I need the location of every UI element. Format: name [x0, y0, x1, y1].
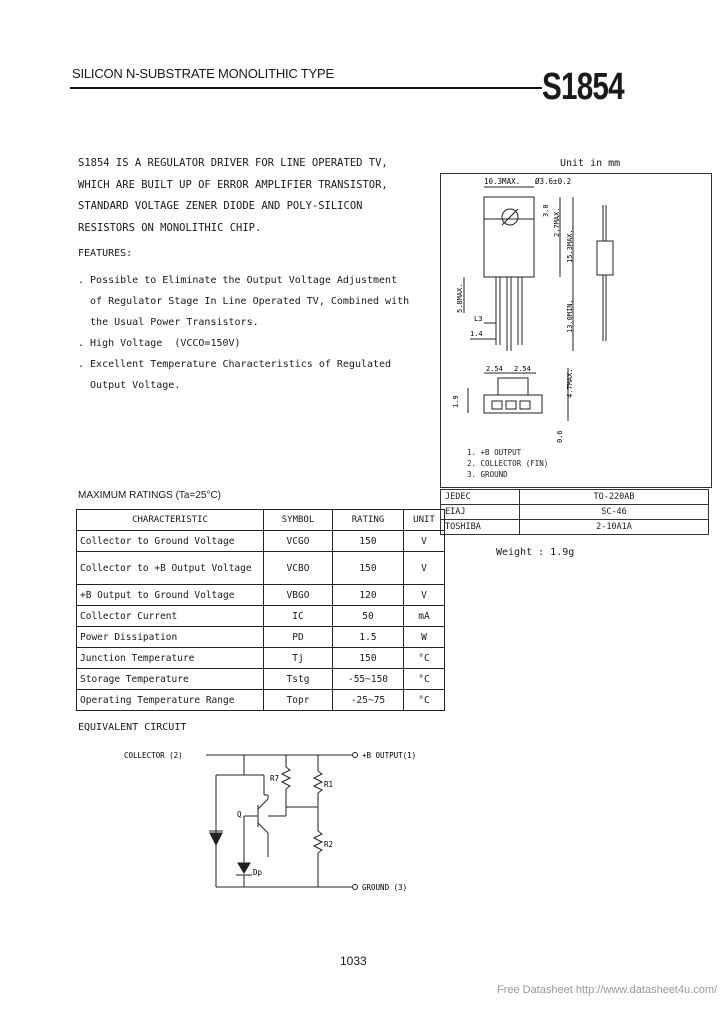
- dim-d2: 2.7MAX.: [553, 207, 561, 237]
- cell-unit: W: [404, 627, 445, 648]
- feature-line: Output Voltage.: [78, 380, 181, 391]
- q-label: Q: [237, 810, 242, 819]
- cell-unit: V: [404, 585, 445, 606]
- std-code: TO-220AB: [520, 490, 709, 505]
- table-row: [77, 690, 445, 711]
- cell-unit: mA: [404, 606, 445, 627]
- cell-rating: 150: [333, 552, 404, 585]
- cell-rating: 120: [333, 585, 404, 606]
- dim-d1: 3.0: [542, 204, 550, 217]
- dim-d9: 1.9: [452, 395, 460, 408]
- cell-symbol: VCBO: [264, 552, 333, 585]
- std-org: TOSHIBA: [441, 520, 520, 535]
- cell-characteristic: Junction Temperature: [77, 648, 264, 669]
- cell-symbol: VCGO: [264, 531, 333, 552]
- cell-characteristic: Collector to +B Output Voltage: [77, 552, 264, 585]
- pin-list: [467, 447, 548, 480]
- cell-unit: °C: [404, 669, 445, 690]
- cell-characteristic: Collector Current: [77, 606, 264, 627]
- feature-line: . High Voltage (VCCO=150V): [78, 338, 241, 349]
- dim-d7: 1.4: [470, 330, 483, 338]
- features-list: [78, 270, 438, 396]
- feature-line: the Usual Power Transistors.: [78, 317, 259, 328]
- std-org: JEDEC: [441, 490, 520, 505]
- table-row: [77, 531, 445, 552]
- cell-unit: V: [404, 552, 445, 585]
- cell-rating: -25~75: [333, 690, 404, 711]
- table-row: [441, 520, 709, 535]
- dim-d8: 4.7MAX.: [566, 368, 574, 398]
- output-terminal: [353, 753, 358, 758]
- circuit-title: EQUIVALENT CIRCUIT: [78, 722, 187, 733]
- col-header: UNIT: [404, 510, 445, 531]
- table-row: [77, 648, 445, 669]
- cell-unit: °C: [404, 690, 445, 711]
- std-org: EIAJ: [441, 505, 520, 520]
- description-line: STANDARD VOLTAGE ZENER DIODE AND POLY-SILICON: [78, 200, 363, 212]
- cell-characteristic: Operating Temperature Range: [77, 690, 264, 711]
- header-type-label: SILICON N-SUBSTRATE MONOLITHIC TYPE: [72, 66, 334, 81]
- cell-symbol: Tj: [264, 648, 333, 669]
- ratings-table: [76, 509, 445, 711]
- table-row: [77, 669, 445, 690]
- cell-rating: 150: [333, 648, 404, 669]
- ground-label: GROUND (3): [362, 883, 408, 892]
- table-row: [441, 505, 709, 520]
- cell-characteristic: Collector to Ground Voltage: [77, 531, 264, 552]
- dim-d4: 5.8MAX.: [456, 283, 464, 313]
- dim-pitch1: 2.54: [486, 365, 503, 373]
- ground-terminal: [353, 885, 358, 890]
- std-code: SC-46: [520, 505, 709, 520]
- col-header: SYMBOL: [264, 510, 333, 531]
- table-row: [77, 627, 445, 648]
- dp-label: Dp: [253, 868, 263, 877]
- package-body: [484, 219, 534, 277]
- col-header: RATING: [333, 510, 404, 531]
- watermark: Free Datasheet http://www.datasheet4u.com/: [497, 984, 718, 996]
- cell-symbol: PD: [264, 627, 333, 648]
- feature-line: . Excellent Temperature Characteristics of Regulated: [78, 359, 392, 370]
- output-label: +B OUTPUT(1): [362, 751, 417, 760]
- collector-label: COLLECTOR (2): [124, 751, 183, 760]
- table-row: [441, 490, 709, 505]
- description: [78, 153, 438, 239]
- dim-width: 10.3MAX.: [484, 177, 521, 186]
- dim-hole: Ø3.6±0.2: [535, 177, 572, 186]
- r7-label: R7: [270, 774, 280, 783]
- pin-label: 2. COLLECTOR (FIN): [467, 459, 549, 468]
- table-row: [77, 606, 445, 627]
- dim-d10: 0.6: [556, 430, 564, 443]
- table-header-row: [77, 510, 445, 531]
- feature-line: . Possible to Eliminate the Output Voltage Adjustment: [78, 275, 398, 286]
- std-code: 2-10A1A: [520, 520, 709, 535]
- package-tab: [484, 197, 534, 219]
- cell-symbol: Tstg: [264, 669, 333, 690]
- header-rule: [70, 87, 542, 89]
- page-number: 1033: [340, 954, 367, 968]
- r2-label: R2: [324, 840, 334, 849]
- package-drawing: [440, 173, 711, 448]
- ratings-title: MAXIMUM RATINGS (Ta=25°C): [78, 490, 221, 501]
- features-title: FEATURES:: [78, 248, 133, 259]
- cell-rating: 150: [333, 531, 404, 552]
- part-number-title: S1854: [542, 66, 624, 108]
- cell-unit: °C: [404, 648, 445, 669]
- dim-d6: L3: [474, 315, 483, 323]
- dim-d5: 13.0MIN.: [566, 299, 574, 333]
- cell-characteristic: Power Dissipation: [77, 627, 264, 648]
- description-line: S1854 IS A REGULATOR DRIVER FOR LINE OPERATED TV,: [78, 157, 388, 169]
- cell-symbol: Topr: [264, 690, 333, 711]
- cell-rating: 1.5: [333, 627, 404, 648]
- package-standards-table: [440, 489, 709, 535]
- cell-rating: -55~150: [333, 669, 404, 690]
- cell-characteristic: +B Output to Ground Voltage: [77, 585, 264, 606]
- table-row: [77, 585, 445, 606]
- package-weight: Weight : 1.9g: [496, 547, 575, 558]
- r1-label: R1: [324, 780, 334, 789]
- col-header: CHARACTERISTIC: [77, 510, 264, 531]
- equivalent-circuit-diagram: [120, 745, 450, 905]
- table-row: [77, 552, 445, 585]
- cell-unit: V: [404, 531, 445, 552]
- cell-symbol: IC: [264, 606, 333, 627]
- description-line: RESISTORS ON MONOLITHIC CHIP.: [78, 221, 262, 234]
- description-line: WHICH ARE BUILT UP OF ERROR AMPLIFIER TRANSISTOR,: [78, 178, 388, 191]
- pin-label: 3. GROUND: [467, 470, 508, 479]
- cell-rating: 50: [333, 606, 404, 627]
- dim-pitch2: 2.54: [514, 365, 531, 373]
- feature-line: of Regulator Stage In Line Operated TV, Combined with: [78, 296, 410, 307]
- cell-characteristic: Storage Temperature: [77, 669, 264, 690]
- dim-d3: 15.3MAX.: [566, 229, 574, 263]
- unit-label: Unit in mm: [560, 158, 621, 169]
- pin-label: 1. +B OUTPUT: [467, 448, 522, 457]
- cell-symbol: VBGO: [264, 585, 333, 606]
